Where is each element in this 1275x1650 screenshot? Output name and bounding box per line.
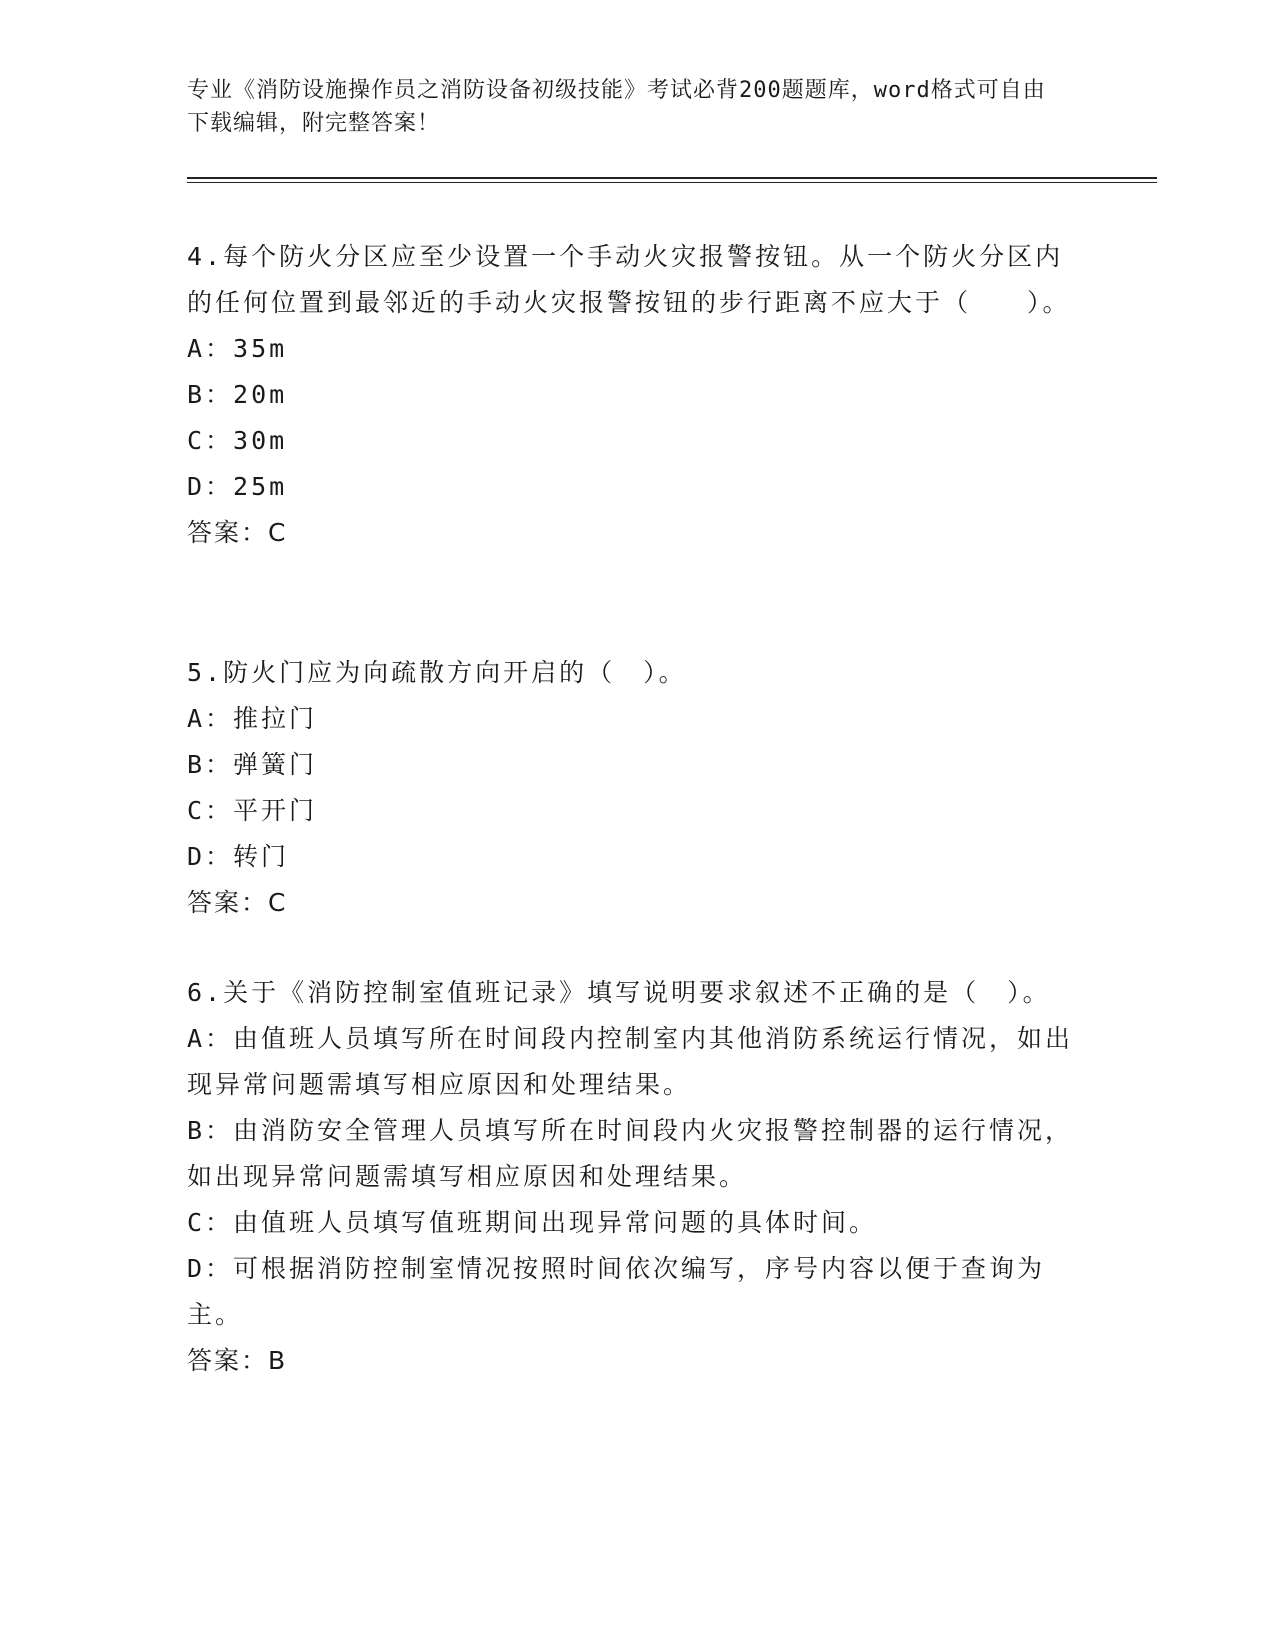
question-stem: 4.每个防火分区应至少设置一个手动火灾报警按钮。从一个防火分区内的任何位置到最邻近的手动火灾报警按钮的步行距离不应大于（ ）。 (187, 242, 1071, 317)
question-5 (187, 650, 1087, 926)
question-stem: 5.防火门应为向疏散方向开启的（ ）。 (187, 658, 687, 687)
option-d: D：可根据消防控制室情况按照时间依次编写，序号内容以便于查询为主。 (187, 1254, 1046, 1329)
header-divider-thin (187, 182, 1157, 183)
option-b: B：弹簧门 (187, 750, 318, 779)
header-divider (187, 177, 1157, 179)
option-c: C：30m (187, 426, 288, 455)
question-4 (187, 234, 1087, 556)
answer-line: 答案：C (187, 888, 288, 917)
option-a: A：由值班人员填写所在时间段内控制室内其他消防系统运行情况，如出现异常问题需填写相应原因和处理结果。 (187, 1024, 1074, 1099)
option-d: D：25m (187, 472, 288, 501)
answer-line: 答案：C (187, 518, 288, 547)
option-b: B：由消防安全管理人员填写所在时间段内火灾报警控制器的运行情况，如出现异常问题需填写相应原因和处理结果。 (187, 1116, 1074, 1191)
question-stem: 6.关于《消防控制室值班记录》填写说明要求叙述不正确的是（ ）。 (187, 978, 1051, 1007)
answer-line: 答案：B (187, 1346, 288, 1375)
option-a: A：推拉门 (187, 704, 318, 733)
option-a: A：35m (187, 334, 288, 363)
option-d: D：转门 (187, 842, 290, 871)
option-c: C：平开门 (187, 796, 318, 825)
question-6 (187, 970, 1087, 1384)
option-c: C：由值班人员填写值班期间出现异常问题的具体时间。 (187, 1208, 878, 1237)
document-header: 专业《消防设施操作员之消防设备初级技能》考试必背200题题库，word格式可自由下载编辑，附完整答案！ (187, 78, 1046, 136)
option-b: B：20m (187, 380, 288, 409)
